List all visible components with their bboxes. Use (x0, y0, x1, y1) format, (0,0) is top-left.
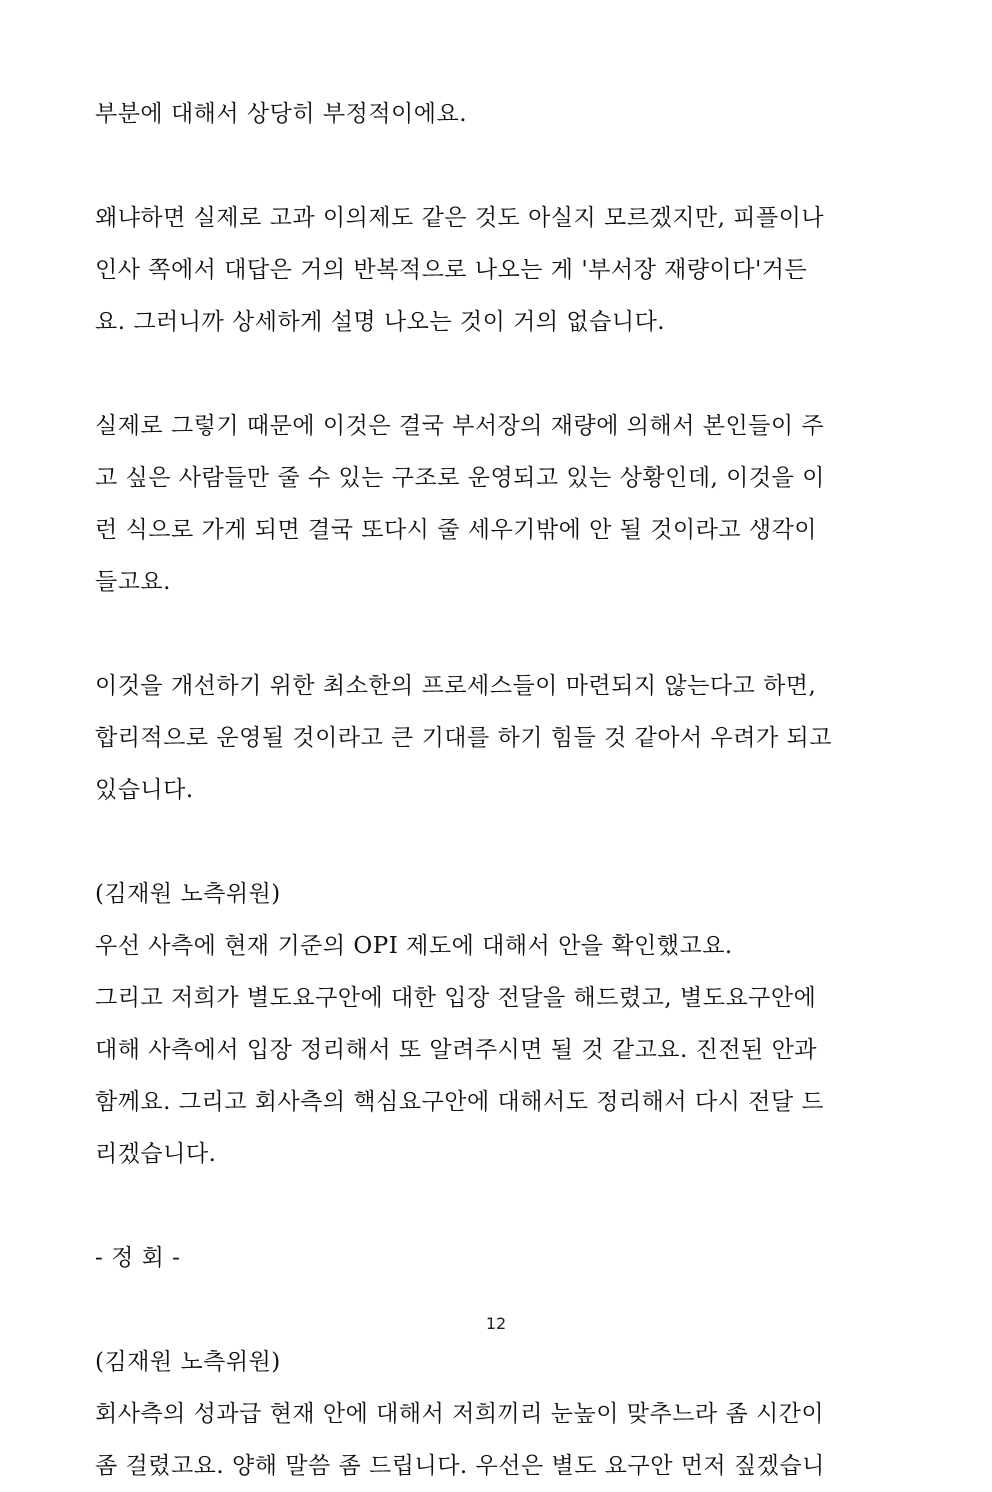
paragraph-gap (95, 1180, 895, 1232)
text-line: 인사 쪽에서 대답은 거의 반복적으로 나오는 게 '부서장 재량이다'거든 (95, 257, 808, 283)
text-line: 우선 사측에 현재 기준의 OPI 제도에 대해서 안을 확인했고요. (95, 933, 733, 959)
text-line: 리겠습니다. (95, 1141, 217, 1167)
text-line: 들고요. (95, 569, 171, 595)
paragraph-gap (95, 608, 895, 660)
speaker-label: (김재원 노측위원) (95, 1349, 281, 1375)
document-body (95, 88, 895, 1492)
recess-marker: - 정 회 - (95, 1245, 181, 1271)
text-line: 합리적으로 운영될 것이라고 큰 기대를 하기 힘들 것 같아서 우려가 되고 (95, 725, 832, 751)
text-line: 함께요. 그리고 회사측의 핵심요구안에 대해서도 정리해서 다시 전달 드 (95, 1089, 825, 1115)
text-line: 좀 걸렸고요. 양해 말씀 좀 드립니다. 우선은 별도 요구안 먼저 짚겠습니 (95, 1453, 825, 1479)
text-line: 런 식으로 가게 되면 결국 또다시 줄 세우기밖에 안 될 것이라고 생각이 (95, 517, 818, 543)
paragraph-gap (95, 348, 895, 400)
paragraph-gap (95, 816, 895, 868)
text-line: 회사측의 성과급 현재 안에 대해서 저희끼리 눈높이 맞추느라 좀 시간이 (95, 1401, 825, 1427)
speaker-label: (김재원 노측위원) (95, 881, 281, 907)
text-line: 요. 그러니까 상세하게 설명 나오는 것이 거의 없습니다. (95, 309, 666, 335)
text-line: 그리고 저희가 별도요구안에 대한 입장 전달을 해드렸고, 별도요구안에 (95, 985, 817, 1011)
page-number: 12 (485, 1314, 507, 1333)
text-line: 이것을 개선하기 위한 최소한의 프로세스들이 마련되지 않는다고 하면, (95, 673, 817, 699)
text-line: 실제로 그렇기 때문에 이것은 결국 부서장의 재량에 의해서 본인들이 주 (95, 413, 825, 439)
text-line: 대해 사측에서 입장 정리해서 또 알려주시면 될 것 같고요. 진전된 안과 (95, 1037, 818, 1063)
text-line: 부분에 대해서 상당히 부정적이에요. (95, 101, 468, 127)
paragraph-gap (95, 140, 895, 192)
text-line: 고 싶은 사람들만 줄 수 있는 구조로 운영되고 있는 상황인데, 이것을 이 (95, 465, 825, 491)
text-line: 왜냐하면 실제로 고과 이의제도 같은 것도 아실지 모르겠지만, 피플이나 (95, 205, 825, 231)
text-line: 있습니다. (95, 777, 194, 803)
